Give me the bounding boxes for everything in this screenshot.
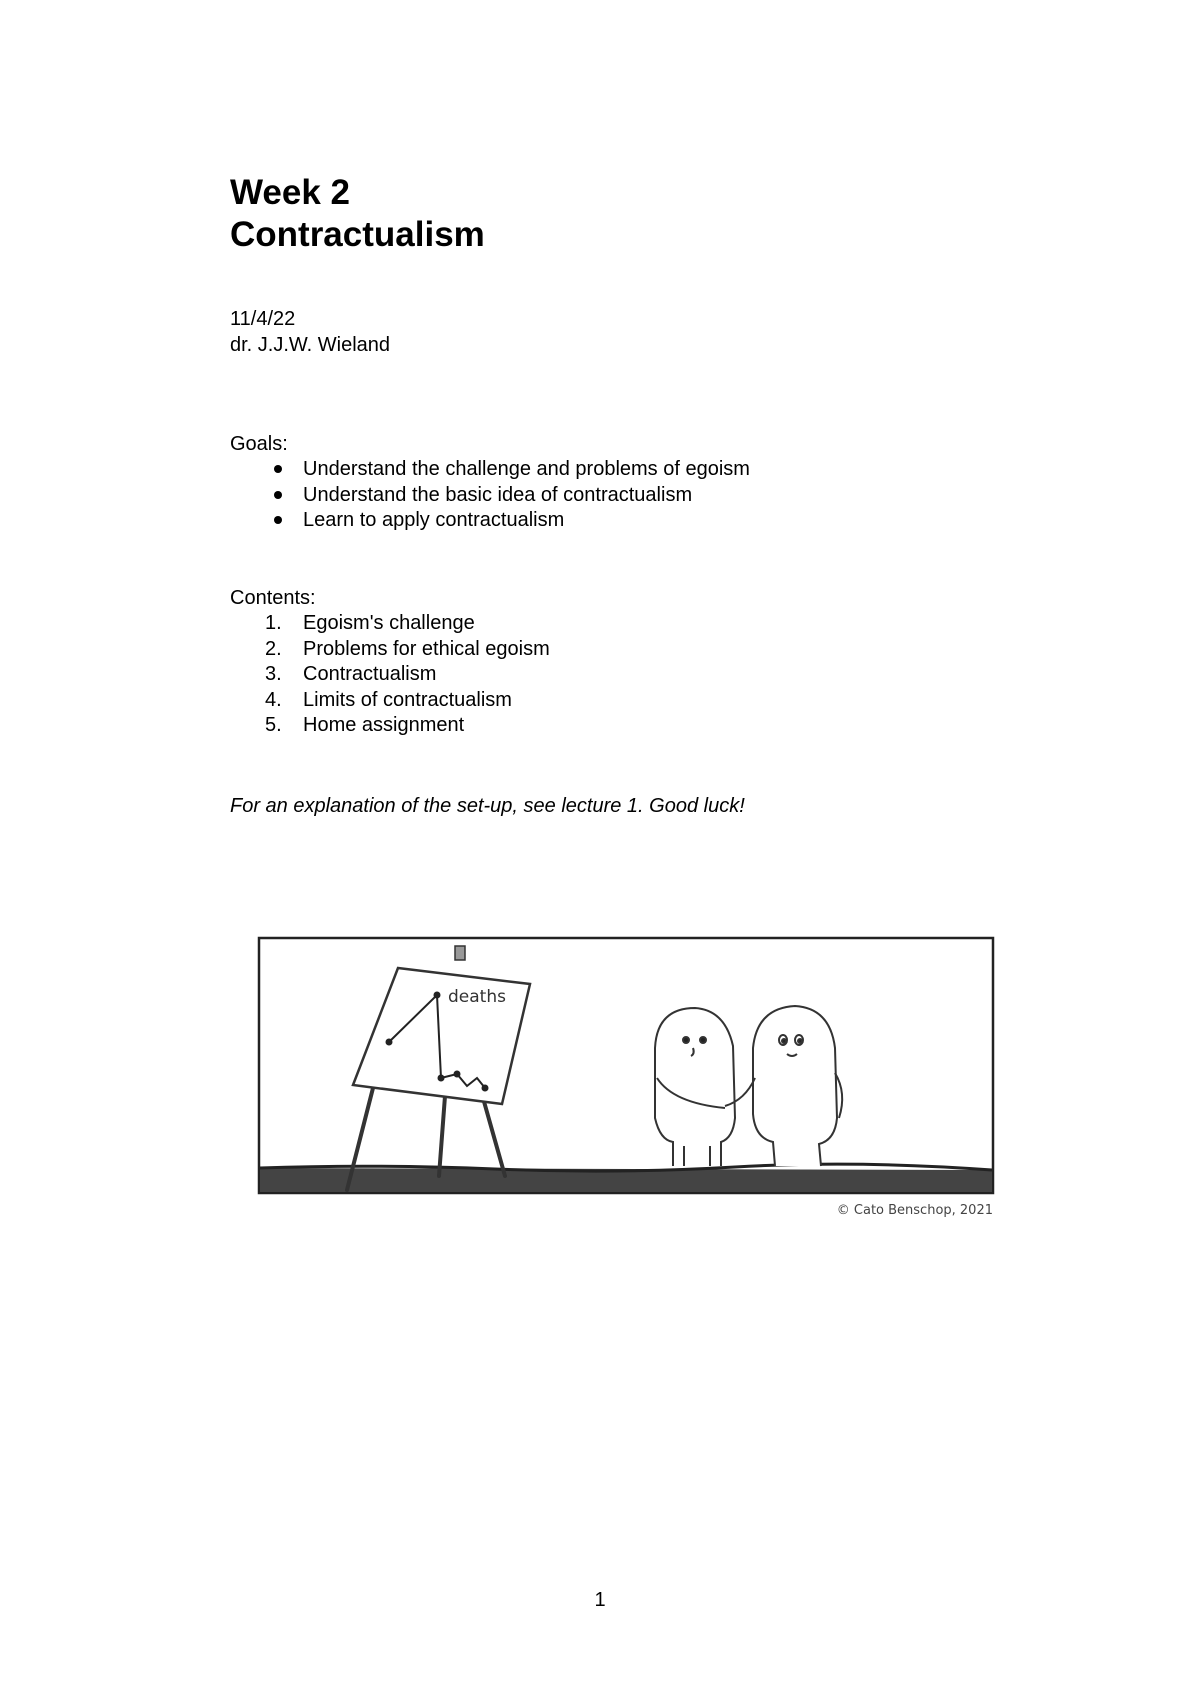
- title-topic: Contractualism: [230, 215, 485, 254]
- bullet-icon: [274, 491, 282, 499]
- contents-item: 3. Contractualism: [265, 663, 437, 685]
- contents-item: 4. Limits of contractualism: [265, 688, 512, 711]
- contents-item: 2. Problems for ethical egoism: [265, 637, 550, 660]
- bullet-icon: [274, 465, 282, 473]
- lecture-meta: [230, 306, 390, 358]
- lecture-date: 11/4/22: [230, 308, 296, 330]
- page-title: [230, 172, 485, 256]
- contents-list: [230, 611, 550, 739]
- title-week: Week 2: [230, 173, 350, 212]
- chart-label: deaths: [448, 987, 506, 1007]
- goal-item: Understand the basic idea of contractualism: [230, 483, 750, 509]
- cartoon-illustration: [255, 928, 1000, 1218]
- goal-item: Learn to apply contractualism: [230, 508, 750, 534]
- goal-item: Understand the challenge and problems of egoism: [230, 457, 750, 483]
- bullet-icon: [274, 516, 282, 524]
- contents-item: 1. Egoism's challenge: [265, 612, 475, 634]
- goals-list: [230, 457, 750, 534]
- contents-label: Contents:: [230, 587, 316, 609]
- setup-note: For an explanation of the set-up, see lecture 1. Good luck!: [230, 795, 745, 817]
- contents-item: 5. Home assignment: [265, 714, 465, 736]
- goals-label: Goals:: [230, 433, 288, 455]
- cartoon-credit: © Cato Benschop, 2021: [836, 1203, 993, 1218]
- page-number: 1: [594, 1589, 606, 1611]
- lecture-author: dr. J.J.W. Wieland: [230, 334, 391, 356]
